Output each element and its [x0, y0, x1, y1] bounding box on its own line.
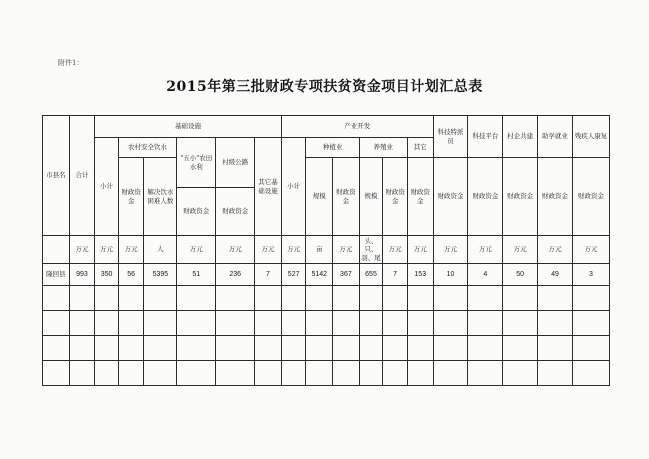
irrigation-header: "五小"农田水利	[177, 138, 216, 188]
edu-header: 助学就业	[538, 116, 573, 158]
row-breeding-fund: 7	[383, 264, 408, 286]
planting-header: 种植业	[306, 138, 359, 158]
water-people-header: 解决饮水困难人数	[144, 158, 177, 236]
village-build-fund-header: 财政资金	[503, 158, 538, 236]
breeding-header: 养殖业	[359, 138, 407, 158]
row-planting-scale: 5142	[306, 264, 333, 286]
row-water-people: 5395	[144, 264, 177, 286]
breeding-scale-header: 规模	[359, 158, 383, 236]
row-breeding-scale: 655	[359, 264, 383, 286]
tech-platform-header: 科技平台	[468, 116, 503, 158]
other-industry-header: 其它	[407, 138, 433, 158]
unit-county	[43, 236, 70, 264]
tech-agent-fund-header: 财政资金	[433, 158, 468, 236]
unit-road-fund: 万元	[216, 236, 255, 264]
attachment-label: 附件1：	[58, 59, 84, 67]
row-total: 993	[69, 264, 95, 286]
irrigation-fund-header: 财政资金	[177, 188, 216, 236]
unit-planting-fund: 万元	[333, 236, 360, 264]
unit-industry-subtotal: 万元	[281, 236, 306, 264]
planting-scale-header: 规模	[306, 158, 333, 236]
row-tech-agent-fund: 10	[433, 264, 468, 286]
disabled-fund-header: 财政资金	[572, 158, 609, 236]
infra-header: 基础设施	[95, 116, 282, 138]
header-row-3	[43, 158, 610, 188]
tech-platform-fund-header: 财政资金	[468, 158, 503, 236]
unit-other-industry-fund: 万元	[407, 236, 433, 264]
road-fund-header: 财政资金	[216, 188, 255, 236]
other-infra-header: 其它基础设施	[255, 138, 282, 236]
row-road-fund: 236	[216, 264, 255, 286]
edu-fund-header: 财政资金	[538, 158, 573, 236]
row-tech-platform-fund: 4	[468, 264, 503, 286]
units-row	[43, 236, 610, 264]
row-county: 隆回县	[43, 264, 70, 286]
unit-tech-platform-fund: 万元	[468, 236, 503, 264]
header-row-1	[43, 116, 610, 138]
other-industry-fund-header: 财政资金	[407, 158, 433, 236]
planting-fund-header: 财政资金	[333, 158, 360, 236]
unit-water-fund: 万元	[118, 236, 144, 264]
empty-row	[43, 336, 610, 361]
empty-row	[43, 286, 610, 311]
unit-other-infra: 万元	[255, 236, 282, 264]
row-disabled-fund: 3	[572, 264, 609, 286]
summary-table	[42, 115, 610, 386]
document-title: 2015年第三批财政专项扶贫资金项目计划汇总表	[166, 79, 483, 95]
row-other-industry-fund: 153	[407, 264, 433, 286]
row-infra-subtotal: 350	[95, 264, 119, 286]
unit-village-build-fund: 万元	[503, 236, 538, 264]
unit-irrigation-fund: 万元	[177, 236, 216, 264]
unit-edu-fund: 万元	[538, 236, 573, 264]
tech-agent-header: 科技特派员	[433, 116, 468, 158]
disabled-header: 残疾人康复	[572, 116, 609, 158]
total-header: 合计	[69, 116, 95, 236]
road-header: 村级公路	[216, 138, 255, 188]
row-water-fund: 56	[118, 264, 144, 286]
table-row	[43, 264, 610, 286]
unit-water-people: 人	[144, 236, 177, 264]
unit-total: 万元	[69, 236, 95, 264]
breeding-fund-header: 财政资金	[383, 158, 408, 236]
village-build-header: 村企共建	[503, 116, 538, 158]
row-village-build-fund: 50	[503, 264, 538, 286]
unit-infra-subtotal: 万元	[95, 236, 119, 264]
row-edu-fund: 49	[538, 264, 573, 286]
unit-planting-scale: 亩	[306, 236, 333, 264]
unit-breeding-scale: 头、只、羽、尾	[359, 236, 383, 264]
row-irrigation-fund: 51	[177, 264, 216, 286]
unit-breeding-fund: 万元	[383, 236, 408, 264]
empty-row	[43, 311, 610, 336]
row-planting-fund: 367	[333, 264, 360, 286]
unit-disabled-fund: 万元	[572, 236, 609, 264]
rural-water-header: 农村安全饮水	[118, 138, 176, 158]
empty-row	[43, 361, 610, 386]
industry-subtotal-header: 小计	[281, 138, 306, 236]
row-other-infra: 7	[255, 264, 282, 286]
row-industry-subtotal: 527	[281, 264, 306, 286]
county-header: 市县名	[43, 116, 70, 236]
unit-tech-agent-fund: 万元	[433, 236, 468, 264]
industry-header: 产业开发	[281, 116, 433, 138]
infra-subtotal-header: 小计	[95, 138, 119, 236]
water-fund-header: 财政资金	[118, 158, 144, 236]
